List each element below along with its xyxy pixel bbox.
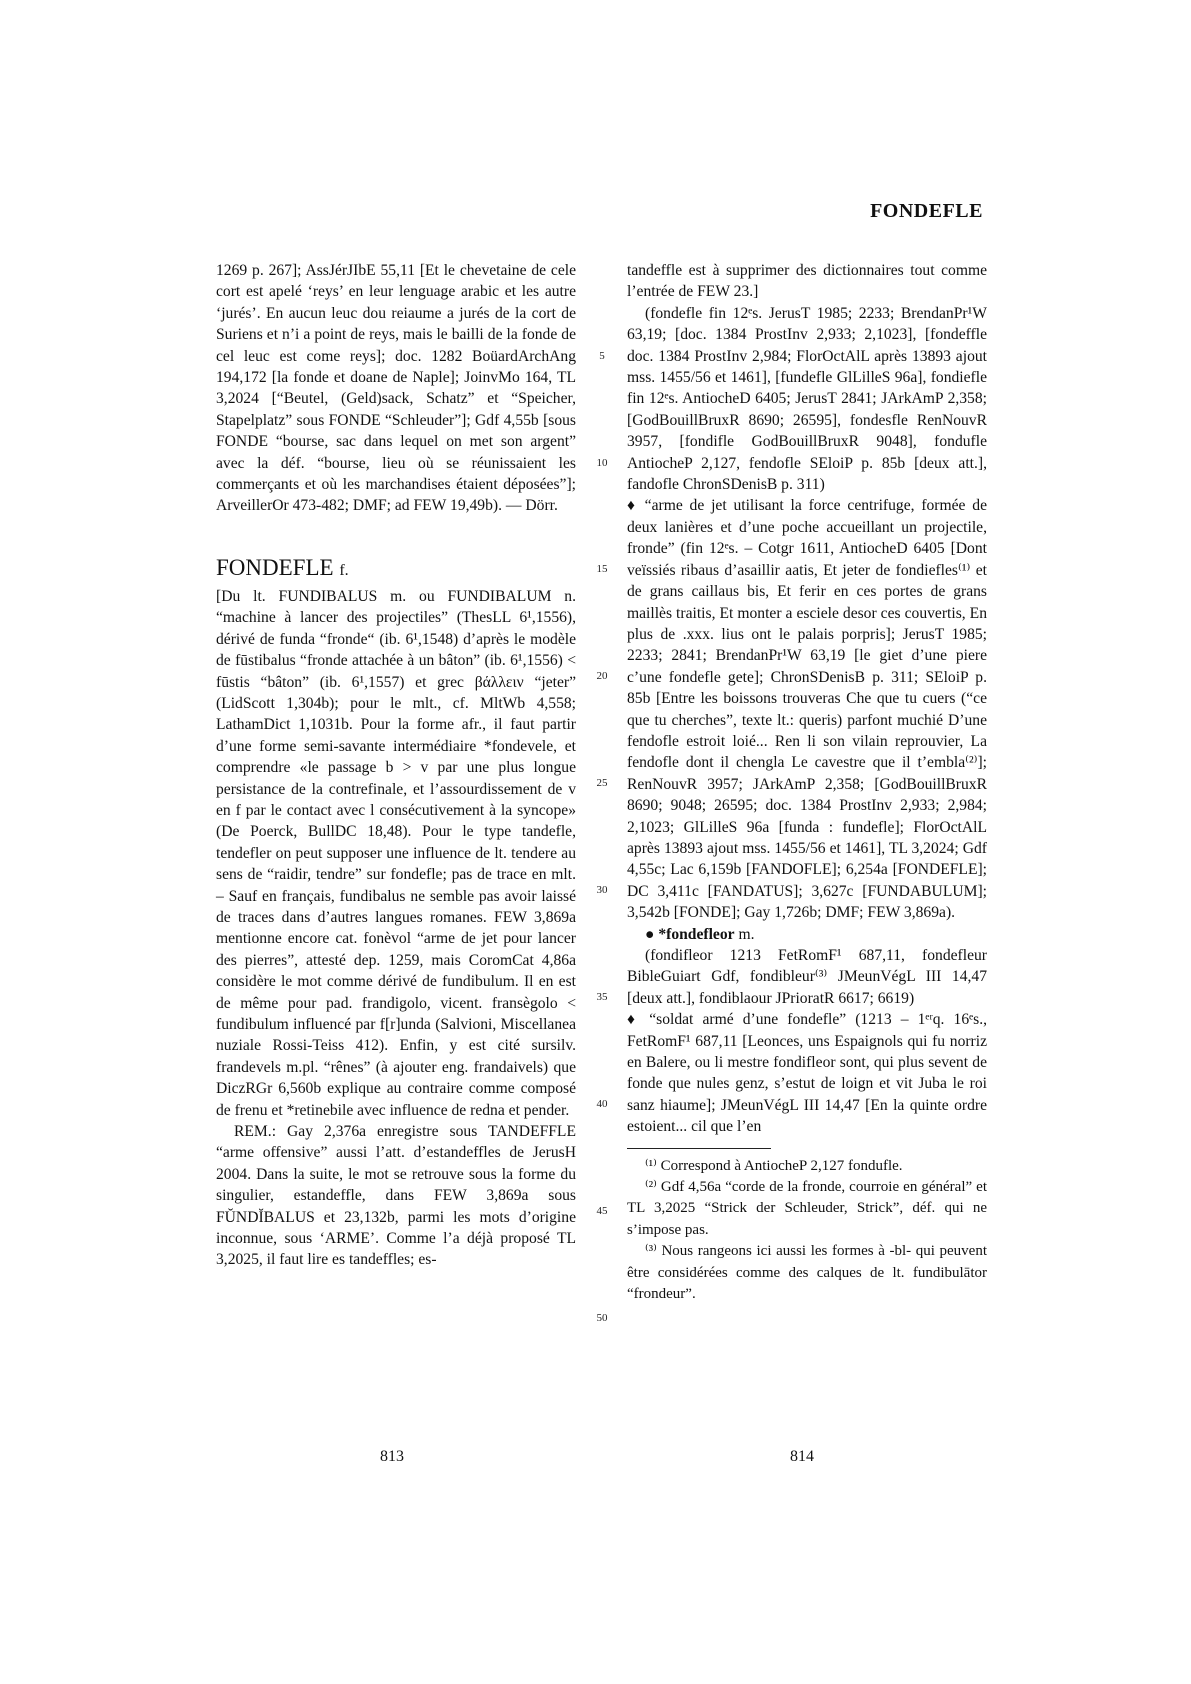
line-number xyxy=(594,752,610,773)
line-number xyxy=(594,324,610,345)
line-number xyxy=(594,1051,610,1072)
line-number xyxy=(594,1180,610,1201)
line-number: 35 xyxy=(596,991,608,1004)
line-number: 25 xyxy=(596,777,608,790)
remark: REM.: Gay 2,376a enregistre sous TANDEFFLE “arme offensive” aussi l’att. d’estandeffles de JerusH 2004. Dans la suite, le mot se retrouve sous la forme du singulier, estandeffle, dans FEW 3,869a sous FŬNDĬBALUS et 23,132b, parmi les mots d’origine inconnue, sous ‘ARME’. Comme l’a déjà proposé TL 3,2025, il faut lire es tandeffles; es- xyxy=(216,1123,576,1269)
subentry-sense: ♦ “soldat armé d’une fondefle” (1213 – 1ᵉʳq. 16ᵉs., FetRomF¹ 687,11 [Leonces, uns Espaignols qui fu norriz en Balere, ou li mestre fondifleor sont, qui plus sevent de fonde que nules genz, s’estut de loign et vit Juba le roi sanz hiaume]; JMeunVégL III 14,47 [En la quinte ordre estoient... cil que l’en xyxy=(627,1011,987,1136)
line-number xyxy=(594,795,610,816)
remark-continuation: tandeffle est à supprimer des dictionnaires tout comme l’entrée de FEW 23.] xyxy=(627,262,987,301)
line-number: 5 xyxy=(599,349,605,362)
line-number xyxy=(594,816,610,837)
line-number: 30 xyxy=(596,884,608,897)
previous-entry-tail: 1269 p. 267]; AssJérJIbE 55,11 [Et le chevetaine de cele cort est apelé ‘reys’ en leur lenguage arabic et les autre ‘jurés’. En aucun leuc dou reiaume a jurés de la cort de Suriens et n’i a point de reys, mais le bailli de la fonde de cel leuc est come reys]; doc. 1282 BoüardArchAng 194,172 [la fonde et doane de Naple]; JoinvMo 164, TL 3,2024 [“Beutel, (Geld)sack, Schatz” et “Speicher, Stapelplatz” sous FONDE “Schleuder”]; Gdf 4,55b [sous FONDE “bourse, sac dans lequel on met son argent” avec la déf. “bourse, lieu où se réunissaient les commerçants et où les marchandises étaient déposées”]; ArveillerOr 473-482; DMF; ad FEW 19,49b). — Dörr. xyxy=(216,262,576,515)
left-column xyxy=(216,260,576,1271)
line-number xyxy=(594,945,610,966)
line-number xyxy=(594,367,610,388)
line-number xyxy=(594,1287,610,1308)
footnote: ⁽²⁾ Gdf 4,56a “corde de la fronde, courroie en général” et TL 3,2025 “Strick der Schleuder, Strick”, déf. qui ne s’impose pas. xyxy=(627,1179,987,1238)
etymology: [Du lt. FUNDIBALUS m. ou FUNDIBALUM n. “machine à lancer des projectiles” (ThesLL 6¹,1556), dérivé de funda “fronde“ (ib. 6¹,1548) d’après le modèle de fūstibalus “fronde attachée à un bâton” (ib. 6¹,1556) < fūstis “bâton” (ib. 6¹,1557) et grec βάλλειν “jeter” (LidScott 1,304b); pour le mlt., cf. MltWb 4,558; LathamDict 1,1031b. Pour la forme afr., il faut partir d’une forme semi-savante intermédiaire *fondevele, et comprendre «le passage b > v par une plus longue persistance de la contrefinale, et l’assourdissement de v en f par le contact avec l consécutivement à la syncope» (De Poerck, BullDC 18,48). Pour le type tandefle, tendefler on peut supposer une influence de lt. tendere au sens de “raidir, tendre” sur fondefle; pas de trace en mlt. – Sauf en français, fundibalus ne semble pas avoir laissé de traces dans d’autres langues romanes. FEW 3,869a mentionne encore cat. fonèvol “arme de jet pour lancer des pierres”, attesté dep. 1259, mais CoromCat 4,86a considère le mot comme dérivé de fundibulum. Il en est de même pour pad. frandigolo, vicent. fransègolo < fundibulum influencé par f[r]unda (Salvioni, Miscellanea nuziale Rossi-Teiss 412). Enfin, y est cité sursilv. frandevels m.pl. “rênes” (à ajouter eng. frandaivels) que DiczRGr 6,560b explique au contraire comme composé de frenu et *retinebile avec influence de redna et pender. xyxy=(216,587,576,1119)
line-number xyxy=(594,731,610,752)
entry-gender: f. xyxy=(339,561,349,579)
line-number xyxy=(594,688,610,709)
line-number xyxy=(594,966,610,987)
line-number: 50 xyxy=(596,1312,608,1325)
line-number xyxy=(594,1116,610,1137)
footnote: ⁽¹⁾ Correspond à AntiocheP 2,127 fondufle. xyxy=(645,1157,903,1174)
line-number: 45 xyxy=(596,1205,608,1218)
line-number xyxy=(594,303,610,324)
bullet-icon: ● xyxy=(645,925,655,943)
line-number: 40 xyxy=(596,1098,608,1111)
line-number xyxy=(594,260,610,281)
subentry-headword: *fondefleor xyxy=(658,925,735,943)
line-number xyxy=(594,838,610,859)
line-number xyxy=(594,1009,610,1030)
line-number xyxy=(594,859,610,880)
line-number xyxy=(594,1073,610,1094)
line-number xyxy=(594,1223,610,1244)
line-number xyxy=(594,923,610,944)
line-number xyxy=(594,517,610,538)
page-number-left: 813 xyxy=(380,1448,404,1465)
line-number xyxy=(594,281,610,302)
subentry-forms: (fondifleor 1213 FetRomF¹ 687,11, fondefleur BibleGuiart Gdf, fondibleur⁽³⁾ JMeunVégL III 14,47 [deux att.], fondiblaour JPrioratR 6617; 6619) xyxy=(627,947,987,1007)
line-number: 20 xyxy=(596,670,608,683)
subentry-gender: m. xyxy=(738,925,755,943)
footnote: ⁽³⁾ Nous rangeons ici aussi les formes à -bl- qui peuvent être considérées comme des calques de lt. fundibulātor “frondeur”. xyxy=(627,1243,987,1303)
sense-definition: ♦ “arme de jet utilisant la force centrifuge, formée de deux lanières et d’une poche accueillant un projectile, fronde” (fin 12ᵉs. – Cotgr 1611, AntiocheD 6405 [Dont veïssiés ribaus d’asaillir aatis, Et jeter de fondiefles⁽¹⁾ et de grans caillaus bis, Et ferir en ces portes de grans maillès traitis, Et monter a esciele desor ces couvertis, En plus de .xxx. lius ont le palais porpris]; JerusT 1985; 2233; 2841; BrendanPr¹W 63,19 [le giet d’une piere c’une fondefle gete]; ChronSDenisB p. 311; SEloiP p. 85b [Entre les boissons trouveras Che que tu cuers (“ce que tu cherches”, texte lt.: queris) parfont muchié D’une fendofle estroit loié... Ren li son vilain reprouvier, La fendofle dont il chengla Le cavestre que il t’embla⁽²⁾]; RenNouvR 3957; JArkAmP 2,358; [GodBouillBruxR 8690; 9048; 26595; doc. 1384 ProstInv 2,933; 2,984; 2,1023; GlLilleS 96a [funda : fundefle]; FlorOctAlL après 13893 ajout mss. 1455/56 et 1461], TL 3,2024; Gdf 4,55c; Lac 6,159b [FANDOFLE]; 6,254a [FONDEFLE]; DC 3,411c [FANDATUS]; 3,627c [FUNDABULUM]; 3,542b [FONDE]; Gay 1,726b; DMF; FEW 3,869a). xyxy=(627,497,987,922)
line-number xyxy=(594,1244,610,1265)
line-number xyxy=(594,1158,610,1179)
line-number xyxy=(594,388,610,409)
line-number: 10 xyxy=(596,456,608,469)
right-column xyxy=(627,260,987,1306)
line-number xyxy=(594,624,610,645)
entry-headword: FONDEFLE xyxy=(216,554,334,580)
line-number xyxy=(594,1265,610,1286)
line-number xyxy=(594,902,610,923)
line-number xyxy=(594,581,610,602)
line-number xyxy=(594,474,610,495)
footnotes xyxy=(627,1148,987,1306)
line-number xyxy=(594,645,610,666)
line-numbers xyxy=(594,260,610,1330)
subentry-heading xyxy=(627,924,987,945)
running-head: FONDEFLE xyxy=(870,200,983,222)
line-number xyxy=(594,431,610,452)
line-number xyxy=(594,709,610,730)
line-number xyxy=(594,495,610,516)
line-number xyxy=(594,1137,610,1158)
line-number xyxy=(594,538,610,559)
attested-forms: (fondefle fin 12ᵉs. JerusT 1985; 2233; BrendanPr¹W 63,19; [doc. 1384 ProstInv 2,933; 2,1023], [fondeffle doc. 1384 ProstInv 2,984; FlorOctAlL après 13893 ajout mss. 1455/56 et 1461], [fundefle GlLilleS 96a], fondiefle fin 12ᵉs. AntiocheD 6405; JerusT 2841; JArkAmP 2,358; [GodBouillBruxR 8690; 26595], fondesfle RenNouvR 3957, [fondifle GodBouillBruxR 9048], fondufle AntiocheP 2,127, fendofle SEloiP p. 85b [deux att.], fandofle ChronSDenisB p. 311) xyxy=(627,304,987,494)
line-number xyxy=(594,1030,610,1051)
entry-heading xyxy=(216,555,576,584)
line-number xyxy=(594,602,610,623)
line-number xyxy=(594,410,610,431)
line-number: 15 xyxy=(596,563,608,576)
page-number-right: 814 xyxy=(790,1448,814,1465)
